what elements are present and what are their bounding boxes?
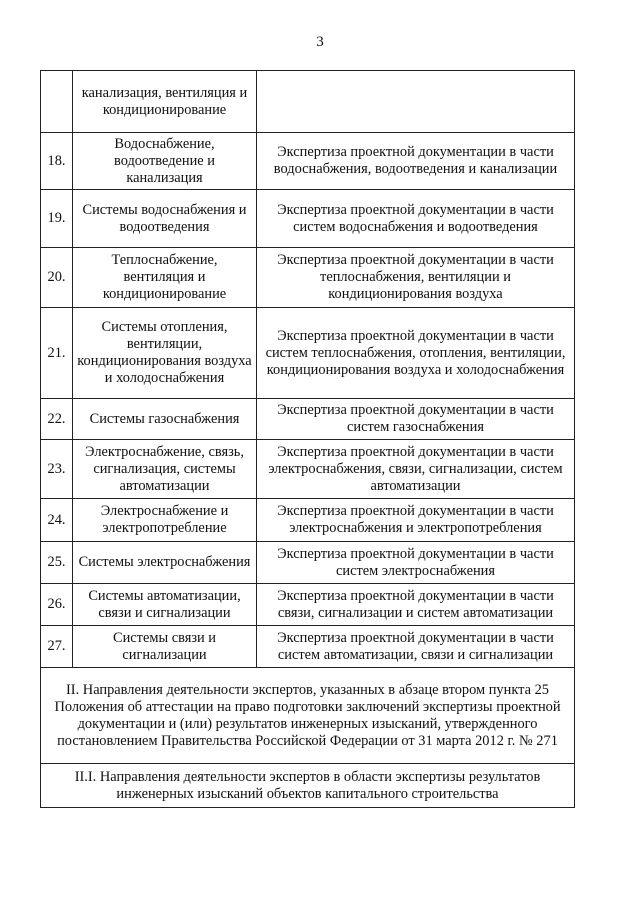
row-name: Электроснабжение, связь, сигнализация, системы автоматизации	[73, 440, 257, 499]
table-row	[41, 190, 575, 248]
row-description: Экспертиза проектной документации в части систем водоснабжения и водоотведения	[257, 190, 575, 248]
row-name: Системы газоснабжения	[73, 399, 257, 440]
row-number: 21.	[41, 308, 73, 399]
row-name: Системы автоматизации, связи и сигнализации	[73, 584, 257, 626]
table-row	[41, 248, 575, 308]
table-row	[41, 308, 575, 399]
table-row	[41, 440, 575, 499]
row-description	[257, 71, 575, 133]
row-number: 19.	[41, 190, 73, 248]
row-description: Экспертиза проектной документации в части электроснабжения, связи, сигнализации, систем автоматизации	[257, 440, 575, 499]
table-row	[41, 626, 575, 668]
row-name: Системы электроснабжения	[73, 542, 257, 584]
row-number: 24.	[41, 499, 73, 542]
row-number: 27.	[41, 626, 73, 668]
table-row	[41, 584, 575, 626]
row-name: Системы водоснабжения и водоотведения	[73, 190, 257, 248]
table-row	[41, 499, 575, 542]
row-number: 23.	[41, 440, 73, 499]
row-name: Системы связи и сигнализации	[73, 626, 257, 668]
section-row	[41, 764, 575, 808]
row-description: Экспертиза проектной документации в части систем газоснабжения	[257, 399, 575, 440]
row-number: 20.	[41, 248, 73, 308]
row-name: Электроснабжение и электропотребление	[73, 499, 257, 542]
row-name: канализация, вентиляция и кондиционирование	[73, 71, 257, 133]
row-description: Экспертиза проектной документации в части связи, сигнализации и систем автоматизации	[257, 584, 575, 626]
section-heading-2: II. Направления деятельности экспертов, указанных в абзаце втором пункта 25 Положения об аттестации на право подготовки заключений экспертизы проектной документации и (или) результатов инженерных изысканий, утвержденного постановлением Правительства Российской Федерации от 31 марта 2012 г. № 271	[41, 668, 575, 764]
row-number: 25.	[41, 542, 73, 584]
row-number: 22.	[41, 399, 73, 440]
table-row	[41, 71, 575, 133]
row-description: Экспертиза проектной документации в части систем электроснабжения	[257, 542, 575, 584]
row-name: Системы отопления, вентиляции, кондиционирования воздуха и холодоснабжения	[73, 308, 257, 399]
row-description: Экспертиза проектной документации в части систем теплоснабжения, отопления, вентиляции, кондиционирования воздуха и холодоснабжения	[257, 308, 575, 399]
row-name: Теплоснабжение, вентиляция и кондиционирование	[73, 248, 257, 308]
page-number: 3	[316, 34, 324, 50]
row-description: Экспертиза проектной документации в части систем автоматизации, связи и сигнализации	[257, 626, 575, 668]
row-description: Экспертиза проектной документации в части теплоснабжения, вентиляции и кондиционирования воздуха	[257, 248, 575, 308]
row-name: Водоснабжение, водоотведение и канализация	[73, 133, 257, 190]
row-number	[41, 71, 73, 133]
row-number: 18.	[41, 133, 73, 190]
table-row	[41, 542, 575, 584]
section-row	[41, 668, 575, 764]
row-description: Экспертиза проектной документации в части электроснабжения и электропотребления	[257, 499, 575, 542]
table-row	[41, 133, 575, 190]
row-description: Экспертиза проектной документации в части водоснабжения, водоотведения и канализации	[257, 133, 575, 190]
table-row	[41, 399, 575, 440]
row-number: 26.	[41, 584, 73, 626]
expert-directions-table	[40, 70, 575, 808]
section-heading-2-1: II.I. Направления деятельности экспертов в области экспертизы результатов инженерных изысканий объектов капитального строительства	[41, 764, 575, 808]
